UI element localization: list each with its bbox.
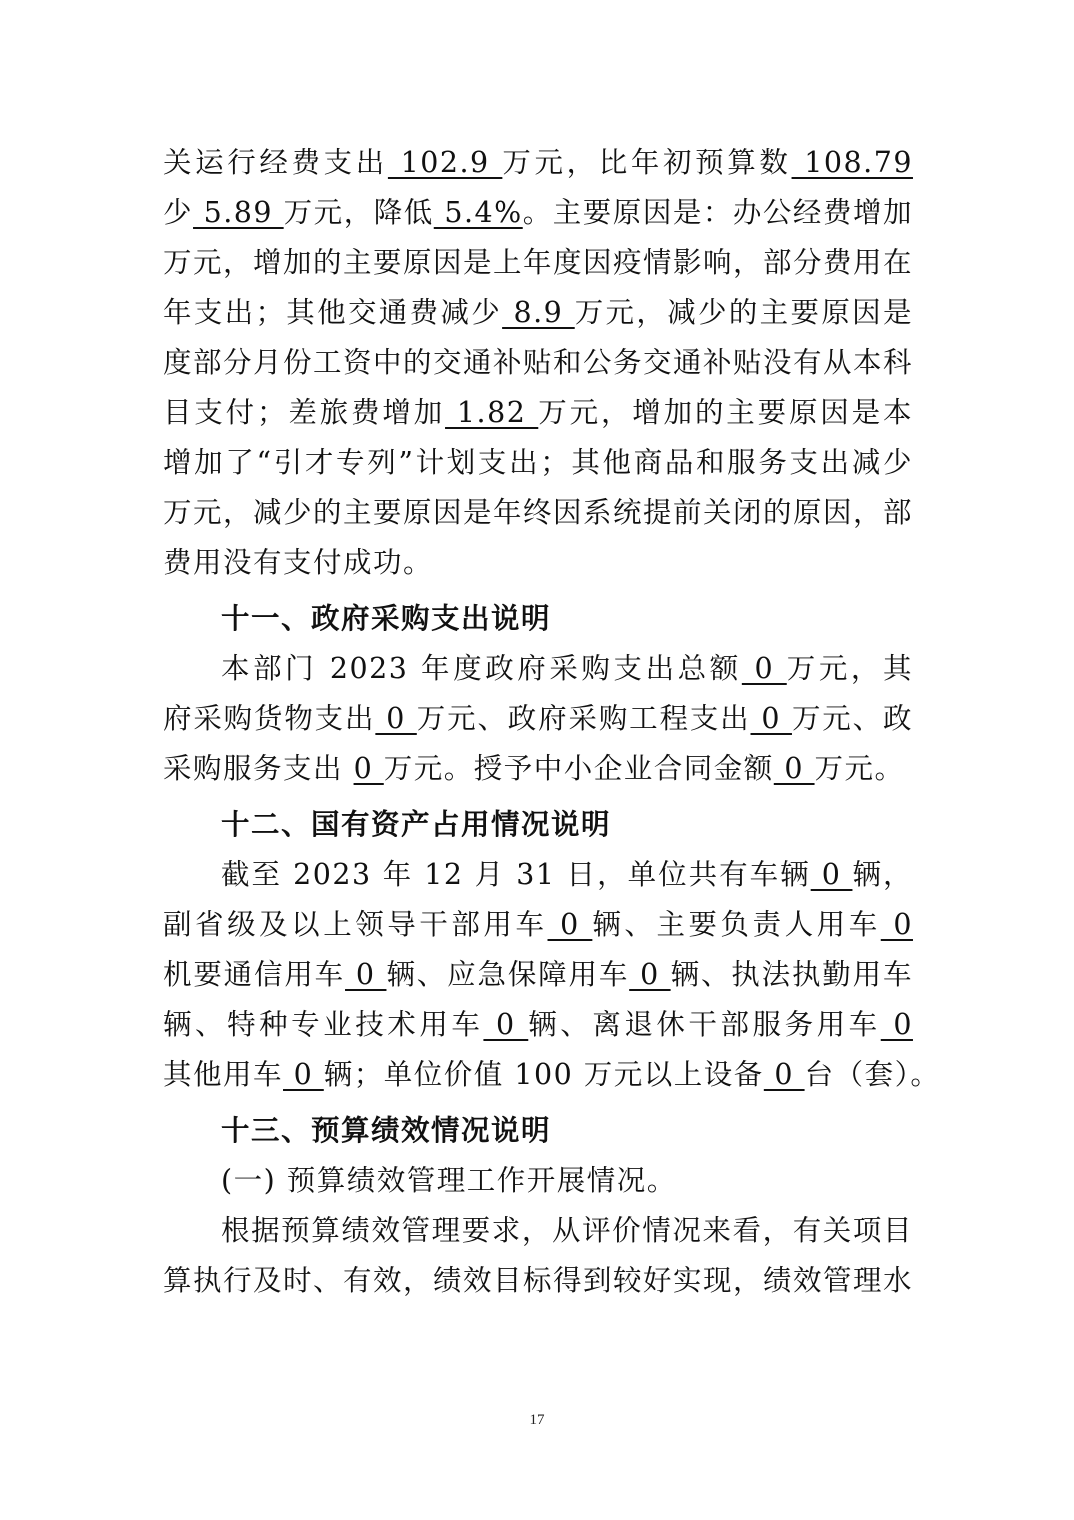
paragraph-line: [163, 644, 913, 694]
text-run: 万元、政: [791, 702, 913, 735]
text-run: 目支付；差旅费增加: [163, 396, 446, 429]
text-run: 台（套）。: [804, 1058, 941, 1091]
paragraph-line: [163, 438, 913, 488]
section-heading-12: 十二、国有资产占用情况说明: [221, 808, 612, 841]
underlined-value: 0: [345, 958, 387, 991]
underlined-value: 0: [547, 908, 593, 941]
paragraph-line: [163, 188, 913, 238]
underlined-value: 0: [283, 1058, 324, 1091]
paragraph-line: [163, 850, 913, 900]
text-run: 万元，降低: [283, 196, 434, 229]
text-run: 辆、主要负责人用车: [592, 908, 881, 941]
text-run: 关运行经费支出: [163, 146, 388, 179]
text-run: 辆、应急保障用车: [386, 958, 630, 991]
underlined-value: 0: [750, 702, 792, 735]
text-run: 。主要原因是：办公经费增加: [522, 196, 913, 229]
paragraph-line: 万元，增加的主要原因是上年度因疫情影响，部分费用在: [163, 246, 913, 279]
paragraph-line: [163, 900, 913, 950]
underlined-value: 0: [375, 702, 417, 735]
paragraph-line: [163, 388, 913, 438]
underlined-value: 0: [741, 652, 787, 685]
underlined-value: 108.79: [791, 146, 913, 179]
underlined-value: 0: [353, 752, 384, 785]
paragraph-line: [163, 138, 913, 188]
document-body: [163, 138, 941, 1306]
paragraph-line: 算执行及时、有效，绩效目标得到较好实现，绩效管理水: [163, 1264, 913, 1297]
underlined-value: 0: [880, 1008, 913, 1041]
paragraph-line: 根据预算绩效管理要求，从评价情况来看，有关项目: [221, 1214, 913, 1247]
paragraph-line: [163, 744, 913, 794]
text-run: 辆、离退休干部服务用车: [528, 1008, 881, 1041]
text-run: 万元，增加的主要原因是本: [538, 396, 913, 429]
text-run: 万元。授予中小企业合同金额: [383, 752, 774, 785]
paragraph-line: [163, 1050, 941, 1100]
paragraph-line: [163, 950, 913, 1000]
page-number: 17: [529, 1412, 545, 1428]
paragraph-line: 费用没有支付成功。: [163, 546, 434, 579]
text-run: 本部门 2023 年度政府采购支出总额: [221, 652, 742, 685]
text-run: 辆、执法执勤用车: [670, 958, 913, 991]
underlined-value: 0: [629, 958, 671, 991]
paragraph-line: [163, 288, 913, 338]
text-run: 机要通信用车: [163, 958, 346, 991]
sub-heading: (一) 预算绩效管理工作开展情况。: [221, 1164, 677, 1197]
text-run: 年支出；其他交通费减少: [163, 296, 503, 329]
section-heading-13: 十三、预算绩效情况说明: [221, 1114, 552, 1147]
text-run: 少: [163, 196, 194, 229]
underlined-value: 5.4%: [433, 196, 523, 229]
text-run: 副省级及以上领导干部用车: [163, 908, 548, 941]
paragraph-line: 万元，减少的主要原因是年终因系统提前关闭的原因，部: [163, 496, 913, 529]
underlined-value: 102.9: [387, 146, 503, 179]
text-run: 万元、政府采购工程支出: [416, 702, 751, 735]
underlined-value: 0: [880, 908, 913, 941]
paragraph-line: [163, 1000, 913, 1050]
section-heading-11: 十一、政府采购支出说明: [221, 602, 552, 635]
text-run: 其他用车: [163, 1058, 284, 1091]
text-run: 辆；单位价值 100 万元以上设备: [323, 1058, 764, 1091]
underlined-value: 0: [763, 1058, 805, 1091]
underlined-value: 5.89: [193, 196, 284, 229]
paragraph-line: [163, 694, 913, 744]
paragraph-line: 度部分月份工资中的交通补贴和公务交通补贴没有从本科: [163, 346, 913, 379]
text-run: 万元，其: [786, 652, 913, 685]
text-run: 府采购货物支出: [163, 702, 376, 735]
underlined-value: 0: [810, 858, 853, 891]
text-run: 增加了“引才专列”计划支出；其他商品和服务支出减少: [163, 446, 913, 479]
text-run: 辆，: [852, 858, 913, 891]
underlined-value: 0: [483, 1008, 529, 1041]
text-run: 截至 2023 年 12 月 31 日，单位共有车辆: [221, 858, 811, 891]
text-run: 万元，比年初预算数: [502, 146, 792, 179]
underlined-value: 8.9: [502, 296, 575, 329]
underlined-value: 1.82: [445, 396, 539, 429]
underlined-value: 0: [773, 752, 815, 785]
text-run: 采购服务支出: [163, 752, 354, 785]
text-run: 辆、特种专业技术用车: [163, 1008, 484, 1041]
text-run: 万元，减少的主要原因是: [574, 296, 913, 329]
text-run: 万元。: [814, 752, 905, 785]
